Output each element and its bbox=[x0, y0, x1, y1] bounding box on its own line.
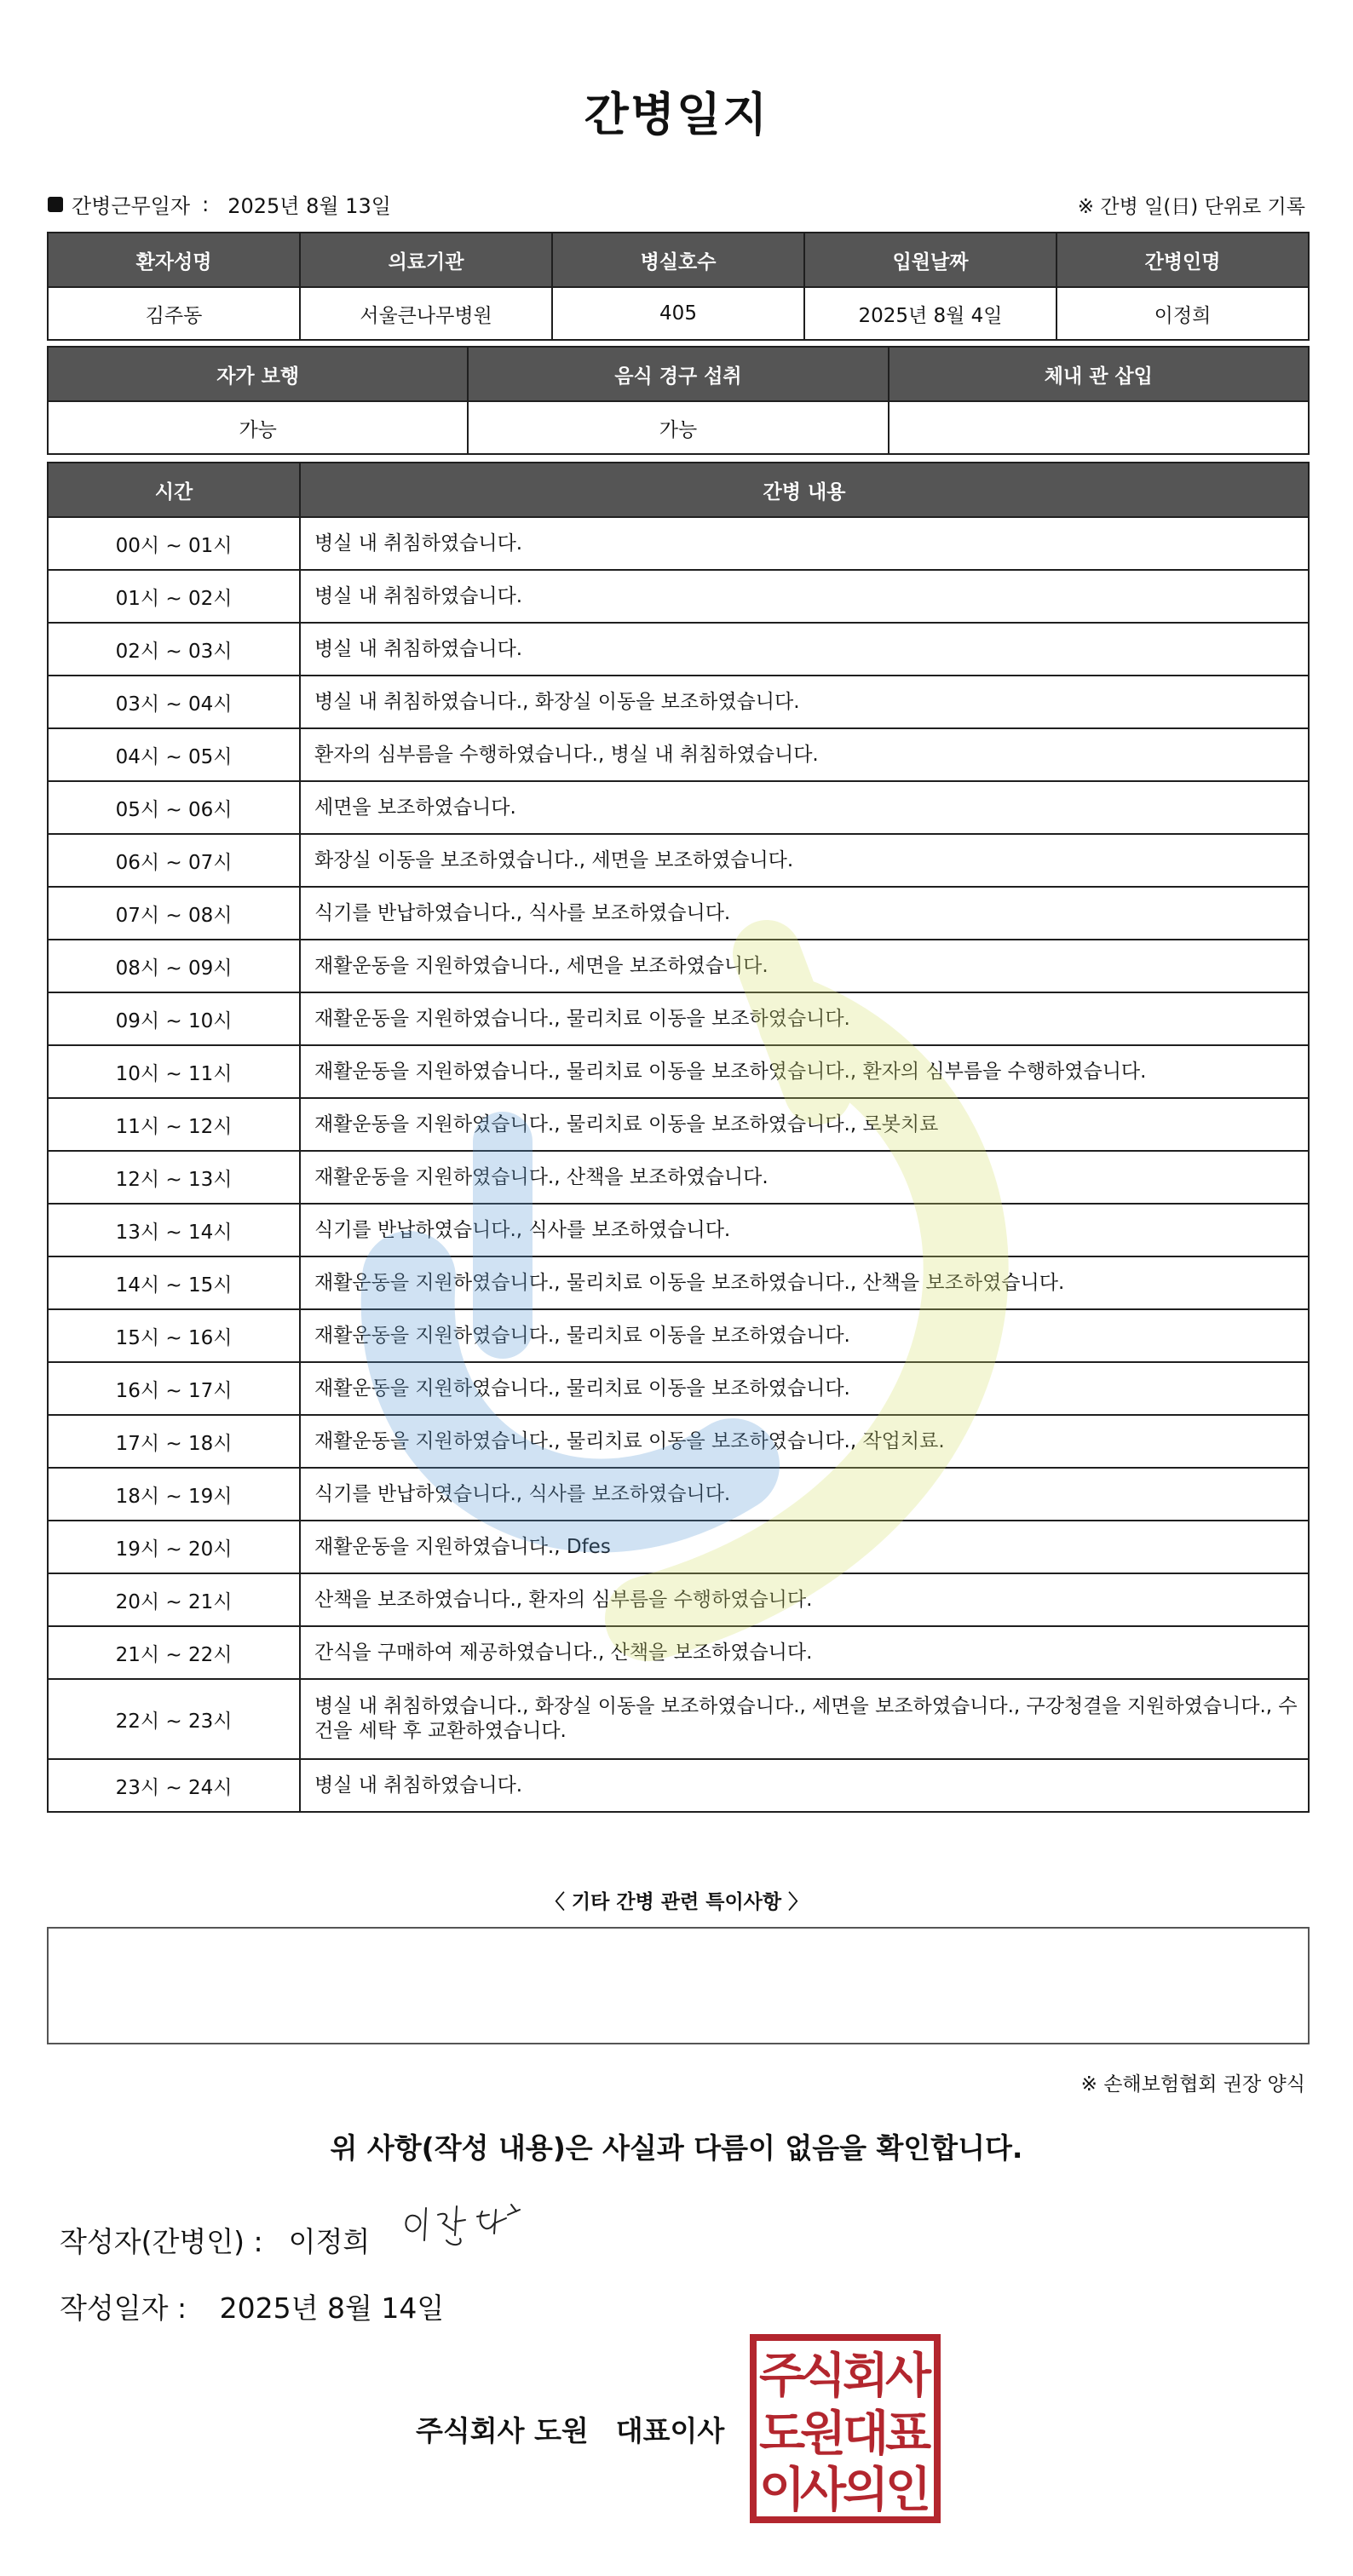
care-log-table bbox=[47, 462, 1310, 1813]
writer-label: 작성자(간병인) : bbox=[60, 2225, 263, 2258]
content-cell: 재활운동을 지원하였습니다., 물리치료 이동을 보조하였습니다. bbox=[300, 992, 1309, 1045]
company-signoff bbox=[416, 2409, 724, 2449]
content-cell: 재활운동을 지원하였습니다., 물리치료 이동을 보조하였습니다. bbox=[300, 1362, 1309, 1415]
status-header-row bbox=[48, 347, 1309, 401]
content-cell: 세면을 보조하였습니다. bbox=[300, 781, 1309, 834]
table-row bbox=[48, 781, 1309, 834]
time-cell: 08시 ~ 09시 bbox=[48, 940, 300, 992]
time-cell: 17시 ~ 18시 bbox=[48, 1415, 300, 1468]
table-row bbox=[48, 1256, 1309, 1309]
content-cell: 병실 내 취침하였습니다., 화장실 이동을 보조하였습니다. bbox=[300, 676, 1309, 728]
content-cell: 식기를 반납하였습니다., 식사를 보조하였습니다. bbox=[300, 887, 1309, 940]
notes-heading: 〈 기타 간병 관련 특이사항 〉 bbox=[544, 1891, 809, 1913]
content-cell: 재활운동을 지원하였습니다., 물리치료 이동을 보조하였습니다. bbox=[300, 1309, 1309, 1362]
svg-text:도: 도 bbox=[758, 2406, 806, 2462]
content-cell: 재활운동을 지원하였습니다., 물리치료 이동을 보조하였습니다., 작업치료. bbox=[300, 1415, 1309, 1468]
header-care-content: 간병 내용 bbox=[300, 463, 1309, 517]
table-row bbox=[48, 1573, 1309, 1626]
header-hospital: 의료기관 bbox=[300, 233, 552, 287]
time-cell: 07시 ~ 08시 bbox=[48, 887, 300, 940]
content-cell: 병실 내 취침하였습니다. bbox=[300, 517, 1309, 570]
table-row bbox=[48, 940, 1309, 992]
svg-text:이: 이 bbox=[758, 2463, 806, 2518]
time-cell: 15시 ~ 16시 bbox=[48, 1309, 300, 1362]
record-note: ※ 간병 일(日) 단위로 기록 bbox=[1077, 196, 1305, 218]
header-patient-name: 환자성명 bbox=[48, 233, 300, 287]
time-cell: 21시 ~ 22시 bbox=[48, 1626, 300, 1679]
time-cell: 00시 ~ 01시 bbox=[48, 517, 300, 570]
svg-text:원: 원 bbox=[799, 2406, 847, 2462]
header-time: 시간 bbox=[48, 463, 300, 517]
header-tube-insertion: 체내 관 삽입 bbox=[889, 347, 1309, 401]
table-row bbox=[48, 570, 1309, 623]
time-cell: 03시 ~ 04시 bbox=[48, 676, 300, 728]
patient-info-header-row bbox=[48, 233, 1309, 287]
care-log-header-row bbox=[48, 463, 1309, 517]
content-cell: 식기를 반납하였습니다., 식사를 보조하였습니다. bbox=[300, 1468, 1309, 1521]
caregiver-name: 이정희 bbox=[1056, 287, 1309, 340]
table-row bbox=[48, 676, 1309, 728]
time-cell: 14시 ~ 15시 bbox=[48, 1256, 300, 1309]
header-room-number: 병실호수 bbox=[552, 233, 804, 287]
content-cell: 병실 내 취침하였습니다. bbox=[300, 1759, 1309, 1812]
table-row bbox=[48, 992, 1309, 1045]
handwritten-signature-icon bbox=[400, 2198, 537, 2259]
company-name: 주식회사 도원 bbox=[416, 2414, 589, 2447]
admission-date: 2025년 8월 4일 bbox=[804, 287, 1056, 340]
table-row bbox=[48, 834, 1309, 887]
header-admission-date: 입원날짜 bbox=[804, 233, 1056, 287]
time-cell: 01시 ~ 02시 bbox=[48, 570, 300, 623]
time-cell: 19시 ~ 20시 bbox=[48, 1521, 300, 1573]
svg-text:주: 주 bbox=[758, 2349, 806, 2404]
svg-text:사: 사 bbox=[884, 2349, 932, 2404]
bullet-square-icon bbox=[48, 197, 63, 212]
patient-info-value-row bbox=[48, 287, 1309, 340]
time-cell: 20시 ~ 21시 bbox=[48, 1573, 300, 1626]
time-cell: 09시 ~ 10시 bbox=[48, 992, 300, 1045]
tube-insertion-value bbox=[889, 401, 1309, 454]
time-cell: 04시 ~ 05시 bbox=[48, 728, 300, 781]
time-cell: 18시 ~ 19시 bbox=[48, 1468, 300, 1521]
hospital-name: 서울큰나무병원 bbox=[300, 287, 552, 340]
content-cell: 병실 내 취침하였습니다., 화장실 이동을 보조하였습니다., 세면을 보조하였습니다., 구강청결을 지원하였습니다., 수건을 세탁 후 교환하였습니다. bbox=[300, 1679, 1309, 1759]
table-row bbox=[48, 1521, 1309, 1573]
table-row bbox=[48, 1415, 1309, 1468]
content-cell: 식기를 반납하였습니다., 식사를 보조하였습니다. bbox=[300, 1204, 1309, 1256]
table-row bbox=[48, 623, 1309, 676]
header-oral-intake: 음식 경구 섭취 bbox=[468, 347, 888, 401]
header-self-walking: 자가 보행 bbox=[48, 347, 468, 401]
oral-intake-value: 가능 bbox=[468, 401, 888, 454]
room-number: 405 bbox=[552, 287, 804, 340]
document-title: 간병일지 bbox=[584, 88, 769, 141]
writer-line bbox=[60, 2220, 370, 2260]
time-cell: 16시 ~ 17시 bbox=[48, 1362, 300, 1415]
insurer-note: ※ 손해보험협회 권장 양식 bbox=[1080, 2073, 1305, 2096]
table-row bbox=[48, 728, 1309, 781]
svg-text:대: 대 bbox=[842, 2406, 890, 2462]
svg-text:사: 사 bbox=[799, 2463, 847, 2518]
work-date-separator: : bbox=[202, 192, 210, 216]
time-cell: 23시 ~ 24시 bbox=[48, 1759, 300, 1812]
work-date bbox=[48, 189, 391, 219]
patient-info-table bbox=[47, 232, 1310, 341]
table-row bbox=[48, 1151, 1309, 1204]
content-cell: 화장실 이동을 보조하였습니다., 세면을 보조하였습니다. bbox=[300, 834, 1309, 887]
company-title: 대표이사 bbox=[615, 2414, 725, 2447]
self-walking-value: 가능 bbox=[48, 401, 468, 454]
time-cell: 02시 ~ 03시 bbox=[48, 623, 300, 676]
content-cell: 재활운동을 지원하였습니다., 물리치료 이동을 보조하였습니다., 환자의 심부름을 수행하였습니다. bbox=[300, 1045, 1309, 1098]
time-cell: 10시 ~ 11시 bbox=[48, 1045, 300, 1098]
table-row bbox=[48, 517, 1309, 570]
content-cell: 재활운동을 지원하였습니다., 물리치료 이동을 보조하였습니다., 산책을 보조하였습니다. bbox=[300, 1256, 1309, 1309]
header-caregiver-name: 간병인명 bbox=[1056, 233, 1309, 287]
status-value-row bbox=[48, 401, 1309, 454]
table-row bbox=[48, 1468, 1309, 1521]
time-cell: 11시 ~ 12시 bbox=[48, 1098, 300, 1151]
svg-text:회: 회 bbox=[842, 2349, 890, 2404]
table-row bbox=[48, 887, 1309, 940]
content-cell: 재활운동을 지원하였습니다., 물리치료 이동을 보조하였습니다., 로봇치료 bbox=[300, 1098, 1309, 1151]
company-seal-icon bbox=[748, 2332, 942, 2525]
table-row bbox=[48, 1759, 1309, 1812]
table-row bbox=[48, 1626, 1309, 1679]
table-row bbox=[48, 1679, 1309, 1759]
written-date bbox=[60, 2286, 444, 2326]
content-cell: 간식을 구매하여 제공하였습니다., 산책을 보조하였습니다. bbox=[300, 1626, 1309, 1679]
table-row bbox=[48, 1045, 1309, 1098]
time-cell: 05시 ~ 06시 bbox=[48, 781, 300, 834]
table-row bbox=[48, 1204, 1309, 1256]
content-cell: 병실 내 취침하였습니다. bbox=[300, 623, 1309, 676]
time-cell: 12시 ~ 13시 bbox=[48, 1151, 300, 1204]
svg-text:표: 표 bbox=[884, 2406, 932, 2462]
svg-text:인: 인 bbox=[884, 2463, 932, 2518]
table-row bbox=[48, 1362, 1309, 1415]
work-date-value: 2025년 8월 13일 bbox=[227, 194, 391, 218]
content-cell: 재활운동을 지원하였습니다., 세면을 보조하였습니다. bbox=[300, 940, 1309, 992]
written-date-label: 작성일자 : bbox=[60, 2291, 187, 2325]
writer-name: 이정희 bbox=[288, 2225, 371, 2258]
content-cell: 병실 내 취침하였습니다. bbox=[300, 570, 1309, 623]
svg-text:의: 의 bbox=[842, 2463, 890, 2518]
svg-text:식: 식 bbox=[799, 2349, 847, 2404]
table-row bbox=[48, 1098, 1309, 1151]
time-cell: 06시 ~ 07시 bbox=[48, 834, 300, 887]
confirmation-statement: 위 사항(작성 내용)은 사실과 다름이 없음을 확인합니다. bbox=[330, 2131, 1023, 2165]
time-cell: 22시 ~ 23시 bbox=[48, 1679, 300, 1759]
table-row bbox=[48, 1309, 1309, 1362]
content-cell: 재활운동을 지원하였습니다., 산책을 보조하였습니다. bbox=[300, 1151, 1309, 1204]
patient-status-table bbox=[47, 346, 1310, 455]
patient-name: 김주동 bbox=[48, 287, 300, 340]
time-cell: 13시 ~ 14시 bbox=[48, 1204, 300, 1256]
content-cell: 산책을 보조하였습니다., 환자의 심부름을 수행하였습니다. bbox=[300, 1573, 1309, 1626]
content-cell: 환자의 심부름을 수행하였습니다., 병실 내 취침하였습니다. bbox=[300, 728, 1309, 781]
notes-box bbox=[47, 1927, 1310, 2044]
work-date-label: 간병근무일자 bbox=[72, 194, 191, 218]
content-cell: 재활운동을 지원하였습니다., Dfes bbox=[300, 1521, 1309, 1573]
written-date-value: 2025년 8월 14일 bbox=[219, 2291, 445, 2325]
